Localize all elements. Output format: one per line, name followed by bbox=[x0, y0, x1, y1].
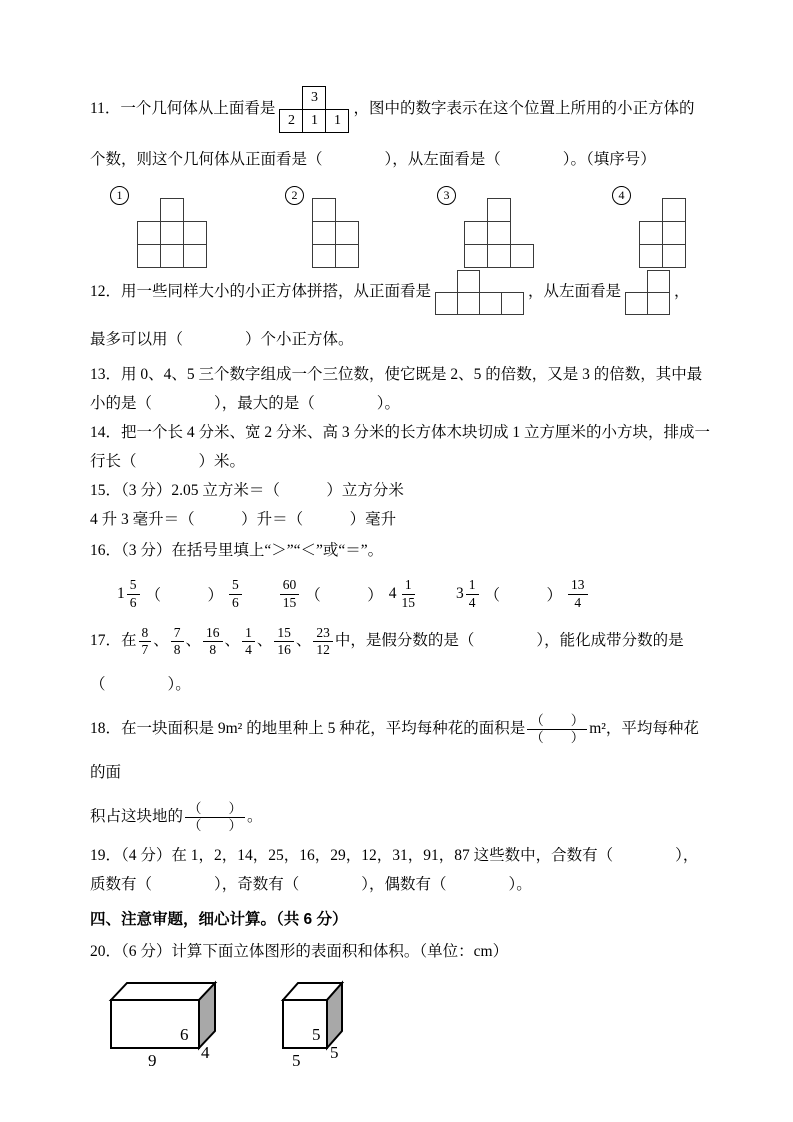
fraction-numerator: 1 bbox=[242, 625, 255, 642]
q18-text-mid: m²，平均每种花的面 bbox=[90, 720, 699, 781]
q19-line1: 19．（4 分）在 1，2，14，25，16，29，12，31，91，87 这些数中，合数有（ ）， bbox=[90, 847, 699, 864]
grid-empty-cell bbox=[479, 270, 502, 293]
fraction-denominator: 12 bbox=[316, 641, 330, 657]
grid-square: 3 bbox=[302, 86, 326, 110]
cube-figure bbox=[278, 976, 370, 1068]
fraction-numerator: （ ） bbox=[527, 713, 587, 730]
fraction-denominator: （ ） bbox=[530, 729, 585, 745]
q16-cmp2-left-fraction bbox=[280, 577, 300, 610]
cuboid-length-label: 9 bbox=[148, 1051, 157, 1068]
q16-cmp3-left-fraction bbox=[456, 577, 479, 610]
q11-option-1 bbox=[110, 188, 207, 268]
q20-figures-row bbox=[90, 976, 710, 1068]
q16-cmp1-left-fraction bbox=[117, 577, 140, 610]
q16-cmp3-right-fraction bbox=[568, 577, 588, 610]
grid-square bbox=[160, 198, 184, 222]
q17-fraction-5 bbox=[274, 625, 294, 658]
fraction-numerator: 13 bbox=[568, 577, 588, 594]
q13-line2: 小的是（ ），最大的是（ ）。 bbox=[90, 395, 401, 412]
grid-empty-cell bbox=[137, 198, 161, 222]
grid-empty-cell bbox=[501, 270, 524, 293]
fraction-whole-part: 4 bbox=[388, 585, 397, 602]
grid-empty-cell bbox=[625, 270, 648, 293]
q16-comparison-3 bbox=[454, 577, 590, 610]
grid-square bbox=[335, 221, 359, 245]
fraction-numerator: 1 bbox=[466, 577, 479, 594]
question-15 bbox=[90, 476, 710, 534]
fraction-denominator: 16 bbox=[277, 641, 291, 657]
q15-line1: 15．（3 分）2.05 立方米＝（ ）立方分米 bbox=[90, 482, 404, 499]
fraction-denominator: 15 bbox=[401, 594, 416, 610]
q17-text-pre: 17．在 bbox=[90, 632, 137, 649]
question-16-line1: 16．（3 分）在括号里填上“＞”“＜”或“＝”。 bbox=[90, 542, 384, 559]
q12-left-view-grid bbox=[625, 270, 670, 315]
q17-sep-4: 、 bbox=[256, 632, 273, 649]
fraction-numerator: 5 bbox=[229, 577, 242, 594]
q16-cmp3-blank: （ ） bbox=[484, 587, 563, 604]
q16-cmp1-blank: （ ） bbox=[145, 587, 224, 604]
grid-square bbox=[183, 244, 207, 268]
q17-fraction-4 bbox=[242, 625, 255, 658]
option-3-shape bbox=[464, 198, 534, 268]
fraction-numerator: （ ） bbox=[185, 801, 245, 818]
fraction-stack bbox=[313, 625, 333, 658]
section-4-heading: 四、注意审题，细心计算。（共 6 分） bbox=[90, 911, 348, 928]
fraction-stack bbox=[127, 577, 140, 610]
question-13 bbox=[90, 360, 710, 418]
grid-square: 2 bbox=[279, 109, 303, 133]
fraction-numerator: 1 bbox=[402, 577, 415, 594]
fraction-stack bbox=[242, 625, 255, 658]
grid-square bbox=[312, 221, 336, 245]
grid-empty-cell bbox=[183, 198, 207, 222]
q11-text-pre: 11．一个几何体从上面看是 bbox=[90, 100, 276, 118]
q16-cmp1-right-fraction bbox=[229, 577, 242, 610]
q11-topview-grid bbox=[279, 86, 349, 133]
grid-empty-cell bbox=[279, 86, 303, 110]
cube-height-label: 5 bbox=[312, 1025, 321, 1044]
grid-square bbox=[639, 244, 663, 268]
q14-line2: 行长（ ）米。 bbox=[90, 453, 246, 470]
question-12-line2: 最多可以用（ ）个小正方体。 bbox=[90, 331, 354, 348]
grid-square bbox=[312, 198, 336, 222]
q12-text-pre: 12．用一些同样大小的小正方体拼搭，从正面看是 bbox=[90, 283, 432, 301]
q11-option-3 bbox=[437, 188, 534, 268]
grid-square bbox=[501, 292, 524, 315]
option-2-shape bbox=[312, 198, 359, 268]
fraction-numerator: 16 bbox=[203, 625, 223, 642]
fraction-stack bbox=[466, 577, 479, 610]
grid-square bbox=[662, 221, 686, 245]
fraction-stack bbox=[171, 625, 184, 658]
grid-square bbox=[647, 292, 670, 315]
grid-square bbox=[335, 244, 359, 268]
q19-line2: 质数有（ ），奇数有（ ），偶数有（ ）。 bbox=[90, 876, 532, 893]
grid-square bbox=[510, 244, 534, 268]
q17-fraction-2 bbox=[171, 625, 184, 658]
question-11-line1 bbox=[90, 86, 710, 133]
grid-empty-cell bbox=[325, 86, 349, 110]
fraction-numerator: 23 bbox=[313, 625, 333, 642]
question-20-line: 20．（6 分）计算下面立体图形的表面积和体积。（单位：cm） bbox=[90, 943, 509, 960]
q12-text-mid: ，从左面看是 bbox=[528, 283, 622, 301]
q18-line2-pre: 积占这块地的 bbox=[90, 808, 184, 825]
q11-text-post: ，图中的数字表示在这个位置上所用的小正方体的 bbox=[353, 100, 695, 118]
q17-sep-1: 、 bbox=[153, 632, 169, 649]
grid-square bbox=[479, 292, 502, 315]
q18-blank-fraction-2 bbox=[185, 801, 245, 834]
fraction-stack bbox=[185, 801, 245, 834]
q15-line2: 4 升 3 毫升＝（ ）升＝（ ）毫升 bbox=[90, 511, 397, 528]
grid-square bbox=[662, 244, 686, 268]
grid-empty-cell bbox=[464, 198, 488, 222]
fraction-denominator: 8 bbox=[209, 641, 217, 657]
fraction-denominator: 7 bbox=[141, 641, 149, 657]
grid-square bbox=[464, 221, 488, 245]
grid-empty-cell bbox=[639, 198, 663, 222]
grid-square bbox=[487, 221, 511, 245]
option-3-label: 3 bbox=[437, 186, 456, 205]
fraction-numerator: 7 bbox=[171, 625, 184, 642]
option-4-label: 4 bbox=[612, 186, 631, 205]
fraction-stack bbox=[274, 625, 294, 658]
fraction-stack bbox=[139, 625, 152, 658]
grid-square bbox=[625, 292, 648, 315]
option-1-shape bbox=[137, 198, 207, 268]
question-14 bbox=[90, 418, 710, 476]
grid-square bbox=[639, 221, 663, 245]
grid-empty-cell bbox=[510, 198, 534, 222]
question-18-line2 bbox=[90, 795, 710, 839]
cuboid-height-label: 6 bbox=[180, 1025, 189, 1044]
grid-empty-cell bbox=[435, 270, 458, 293]
grid-square bbox=[487, 198, 511, 222]
grid-square bbox=[160, 221, 184, 245]
grid-empty-cell bbox=[335, 198, 359, 222]
grid-square bbox=[137, 221, 161, 245]
fraction-denominator: 6 bbox=[129, 594, 137, 610]
grid-square bbox=[160, 244, 184, 268]
q17-fraction-3 bbox=[203, 625, 223, 658]
q18-blank-fraction-1 bbox=[527, 713, 587, 746]
q18-line2-post: 。 bbox=[247, 808, 263, 825]
grid-square bbox=[487, 244, 511, 268]
cuboid-depth-label: 4 bbox=[201, 1043, 210, 1062]
fraction-whole-part: 1 bbox=[117, 585, 125, 602]
cube-depth-label: 5 bbox=[330, 1043, 339, 1062]
option-2-label: 2 bbox=[285, 186, 304, 205]
grid-square bbox=[137, 244, 161, 268]
q14-line1: 14．把一个长 4 分米、宽 2 分米、高 3 分米的长方体木块切成 1 立方厘米的小方块，排成一 bbox=[90, 424, 711, 441]
q17-sep-2: 、 bbox=[185, 632, 202, 649]
fraction-stack bbox=[280, 577, 300, 610]
grid-empty-cell bbox=[510, 221, 534, 245]
fraction-denominator: 4 bbox=[574, 594, 582, 610]
grid-square bbox=[183, 221, 207, 245]
q17-fraction-6 bbox=[313, 625, 333, 658]
fraction-numerator: 8 bbox=[139, 625, 152, 642]
grid-square: 1 bbox=[302, 109, 326, 133]
fraction-numerator: 60 bbox=[280, 577, 300, 594]
exam-content bbox=[90, 86, 710, 1068]
grid-square: 1 bbox=[325, 109, 349, 133]
option-4-shape bbox=[639, 198, 686, 268]
fraction-denominator: 4 bbox=[245, 641, 252, 657]
question-12-line1 bbox=[90, 270, 710, 315]
q17-sep-3: 、 bbox=[224, 632, 241, 649]
q16-cmp2-right-fraction bbox=[389, 577, 418, 610]
q16-comparison-1 bbox=[115, 577, 244, 610]
fraction-whole-part: 3 bbox=[456, 585, 464, 602]
grid-square bbox=[312, 244, 336, 268]
q17-sep-5: 、 bbox=[295, 632, 312, 649]
fraction-denominator: 15 bbox=[282, 594, 297, 610]
question-11-line2: 个数，则这个几何体从正面看是（ ），从左面看是（ ）。（填序号） bbox=[90, 151, 656, 168]
fraction-stack bbox=[203, 625, 223, 658]
q11-option-2 bbox=[285, 188, 359, 268]
question-19 bbox=[90, 841, 710, 899]
grid-square bbox=[464, 244, 488, 268]
fraction-denominator: 4 bbox=[468, 594, 476, 610]
q17-fraction-1 bbox=[139, 625, 152, 658]
question-18-line1 bbox=[90, 707, 710, 795]
fraction-denominator: 6 bbox=[232, 594, 239, 610]
fraction-denominator: （ ） bbox=[188, 817, 243, 833]
question-17 bbox=[90, 619, 710, 707]
fraction-denominator: 8 bbox=[173, 641, 181, 657]
fraction-stack bbox=[568, 577, 588, 610]
grid-square bbox=[457, 292, 480, 315]
cuboid-top-face bbox=[111, 983, 215, 1000]
cube-length-label: 5 bbox=[292, 1051, 301, 1068]
q16-comparison-2 bbox=[278, 577, 420, 610]
grid-square bbox=[457, 270, 480, 293]
q13-line1: 13．用 0、4、5 三个数字组成一个三位数，使它既是 2、5 的倍数，又是 3 的倍数，其中最 bbox=[90, 366, 703, 383]
fraction-stack bbox=[527, 713, 587, 746]
fraction-stack bbox=[399, 577, 419, 610]
q11-option-4 bbox=[612, 188, 686, 268]
q16-cmp2-blank: （ ） bbox=[305, 587, 383, 604]
fraction-numerator: 15 bbox=[274, 625, 294, 642]
q17-text-post: 中，是假分数的是（ ），能化成带分数的是（ ）。 bbox=[90, 632, 684, 693]
cuboid-figure bbox=[106, 976, 234, 1068]
option-1-label: 1 bbox=[110, 186, 129, 205]
q18-text-pre: 18．在一块面积是 9m² 的地里种上 5 种花，平均每种花的面积是 bbox=[90, 720, 526, 737]
q12-text-post: ， bbox=[674, 283, 690, 301]
q16-comparison-row bbox=[90, 571, 710, 617]
grid-square bbox=[662, 198, 686, 222]
fraction-numerator: 5 bbox=[127, 577, 140, 594]
fraction-stack bbox=[229, 577, 242, 610]
grid-square bbox=[647, 270, 670, 293]
q12-front-view-grid bbox=[435, 270, 524, 315]
q11-options-row bbox=[90, 188, 710, 268]
grid-square bbox=[435, 292, 458, 315]
